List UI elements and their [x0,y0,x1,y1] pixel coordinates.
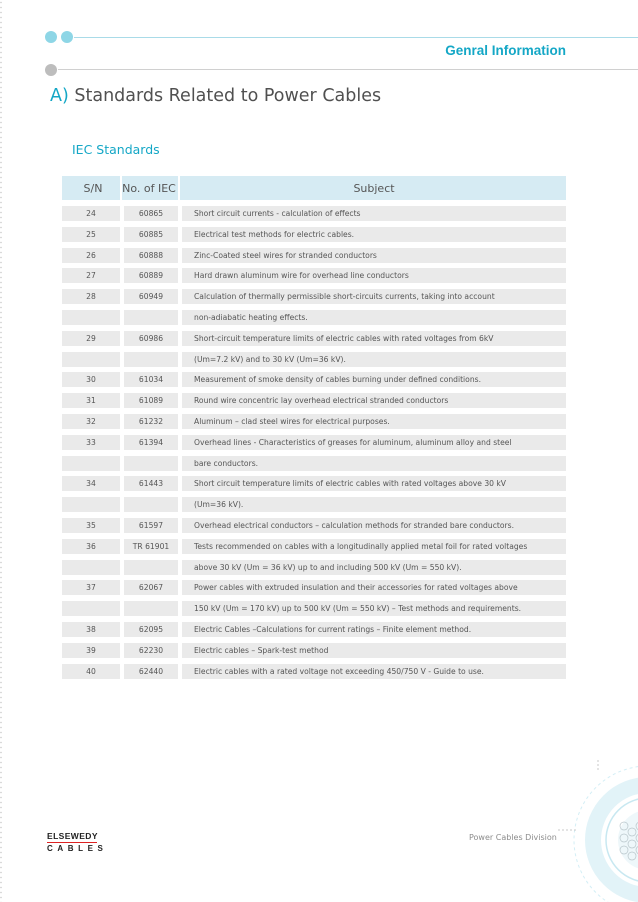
header-line-top [74,37,638,38]
cell-subject: Short-circuit temperature limits of electric cables with rated voltages from 6kV [182,331,566,346]
cell-subject: Electrical test methods for electric cables. [182,227,566,242]
cell-subject: Hard drawn aluminum wire for overhead line conductors [182,268,566,283]
cell-subject: Electric cables – Spark-test method [182,643,566,658]
cell-sn [62,601,120,616]
section-title [50,86,381,106]
table-row [62,664,566,685]
cell-subject: non-adiabatic heating effects. [182,310,566,325]
cell-iec: 61443 [124,476,178,491]
table-row [62,206,566,227]
cell-sn: 27 [62,268,120,283]
table-row [62,476,566,497]
cell-iec: 62067 [124,580,178,595]
table-row [62,435,566,456]
table-row [62,497,566,518]
cell-iec: 60865 [124,206,178,221]
cell-subject: above 30 kV (Um = 36 kV) up to and including 500 kV (Um = 550 kV). [182,560,566,575]
cell-iec: 60949 [124,289,178,304]
table-row [62,268,566,289]
header-dot-1 [45,31,57,43]
cell-iec: 61394 [124,435,178,450]
table-body [62,206,566,684]
table-row [62,414,566,435]
cell-iec: TR 61901 [124,539,178,554]
cell-iec: 60889 [124,268,178,283]
cell-subject: Measurement of smoke density of cables burning under defined conditions. [182,372,566,387]
table-row [62,248,566,269]
cell-subject: Calculation of thermally permissible short-circuits currents, taking into account [182,289,566,304]
table-row [62,372,566,393]
table-row [62,456,566,477]
cell-sn: 38 [62,622,120,637]
cell-subject: Short circuit currents - calculation of effects [182,206,566,221]
cell-sn: 24 [62,206,120,221]
cell-sn: 40 [62,664,120,679]
table-row [62,393,566,414]
cell-iec [124,352,178,367]
table-row [62,560,566,581]
logo-top-text: ELSEWEDY [47,831,98,841]
cell-iec: 60888 [124,248,178,263]
cell-sn: 35 [62,518,120,533]
table-row [62,580,566,601]
header-dot-2 [61,31,73,43]
cell-sn [62,456,120,471]
cell-sn: 32 [62,414,120,429]
cell-subject: Overhead lines - Characteristics of greases for aluminum, aluminum alloy and steel [182,435,566,450]
cell-subject: (Um=36 kV). [182,497,566,512]
cell-subject: Round wire concentric lay overhead electrical stranded conductors [182,393,566,408]
table-row [62,331,566,352]
cell-subject: (Um=7.2 kV) and to 30 kV (Um=36 kV). [182,352,566,367]
cell-iec: 61597 [124,518,178,533]
cell-iec: 60986 [124,331,178,346]
company-logo [47,831,108,853]
cell-subject: Tests recommended on cables with a longitudinally applied metal foil for rated voltages [182,539,566,554]
table-row [62,539,566,560]
subsection-title: IEC Standards [72,142,160,157]
cell-subject: Short circuit temperature limits of electric cables with rated voltages above 30 kV [182,476,566,491]
cell-sn [62,560,120,575]
left-dotted-border [0,0,2,902]
cell-subject: Electric cables with a rated voltage not exceeding 450/750 V - Guide to use. [182,664,566,679]
table-row [62,310,566,331]
cell-subject: bare conductors. [182,456,566,471]
table-header [62,176,566,200]
footer-division: Power Cables Division [469,833,557,842]
header-sn: S/N [83,182,103,195]
table-row [62,227,566,248]
cell-sn: 25 [62,227,120,242]
cell-sn: 30 [62,372,120,387]
table-row [62,643,566,664]
cell-iec [124,601,178,616]
cell-sn: 36 [62,539,120,554]
cell-sn [62,497,120,512]
cell-iec: 61089 [124,393,178,408]
cell-subject: Power cables with extruded insulation and their accessories for rated voltages above [182,580,566,595]
cell-iec: 61232 [124,414,178,429]
page-number: 7 [588,832,594,843]
cell-sn: 31 [62,393,120,408]
cell-subject: Overhead electrical conductors – calculation methods for stranded bare conductors. [182,518,566,533]
header-subject: Subject [353,182,395,195]
cell-iec: 62440 [124,664,178,679]
cell-iec: 62095 [124,622,178,637]
header-iec: No. of IEC [122,182,176,195]
cell-sn: 29 [62,331,120,346]
cell-sn [62,310,120,325]
cell-iec: 62230 [124,643,178,658]
cell-sn: 28 [62,289,120,304]
cell-iec [124,456,178,471]
section-title-text: Standards Related to Power Cables [74,86,382,106]
cable-cross-section-decoration [558,760,638,902]
header-line-bottom [58,69,638,70]
table-row [62,289,566,310]
cell-iec [124,497,178,512]
table-row [62,622,566,643]
table-row [62,352,566,373]
table-row [62,518,566,539]
cell-sn: 39 [62,643,120,658]
cell-sn: 34 [62,476,120,491]
cell-iec [124,560,178,575]
header-title: Genral Information [445,43,566,58]
cell-subject: 150 kV (Um = 170 kV) up to 500 kV (Um = 550 kV) – Test methods and requirements. [182,601,566,616]
cell-iec: 60885 [124,227,178,242]
table-row [62,601,566,622]
cell-subject: Electric Cables –Calculations for current ratings – Finite element method. [182,622,566,637]
cell-subject: Zinc-Coated steel wires for stranded conductors [182,248,566,263]
cell-iec [124,310,178,325]
header-dot-3 [45,64,57,76]
cell-iec: 61034 [124,372,178,387]
section-letter: A) [50,86,69,106]
cell-sn: 26 [62,248,120,263]
cell-sn: 37 [62,580,120,595]
header-divider [178,176,180,200]
cell-sn [62,352,120,367]
cell-subject: Aluminum – clad steel wires for electrical purposes. [182,414,566,429]
logo-bottom-text: CABLES [47,844,108,853]
cell-sn: 33 [62,435,120,450]
